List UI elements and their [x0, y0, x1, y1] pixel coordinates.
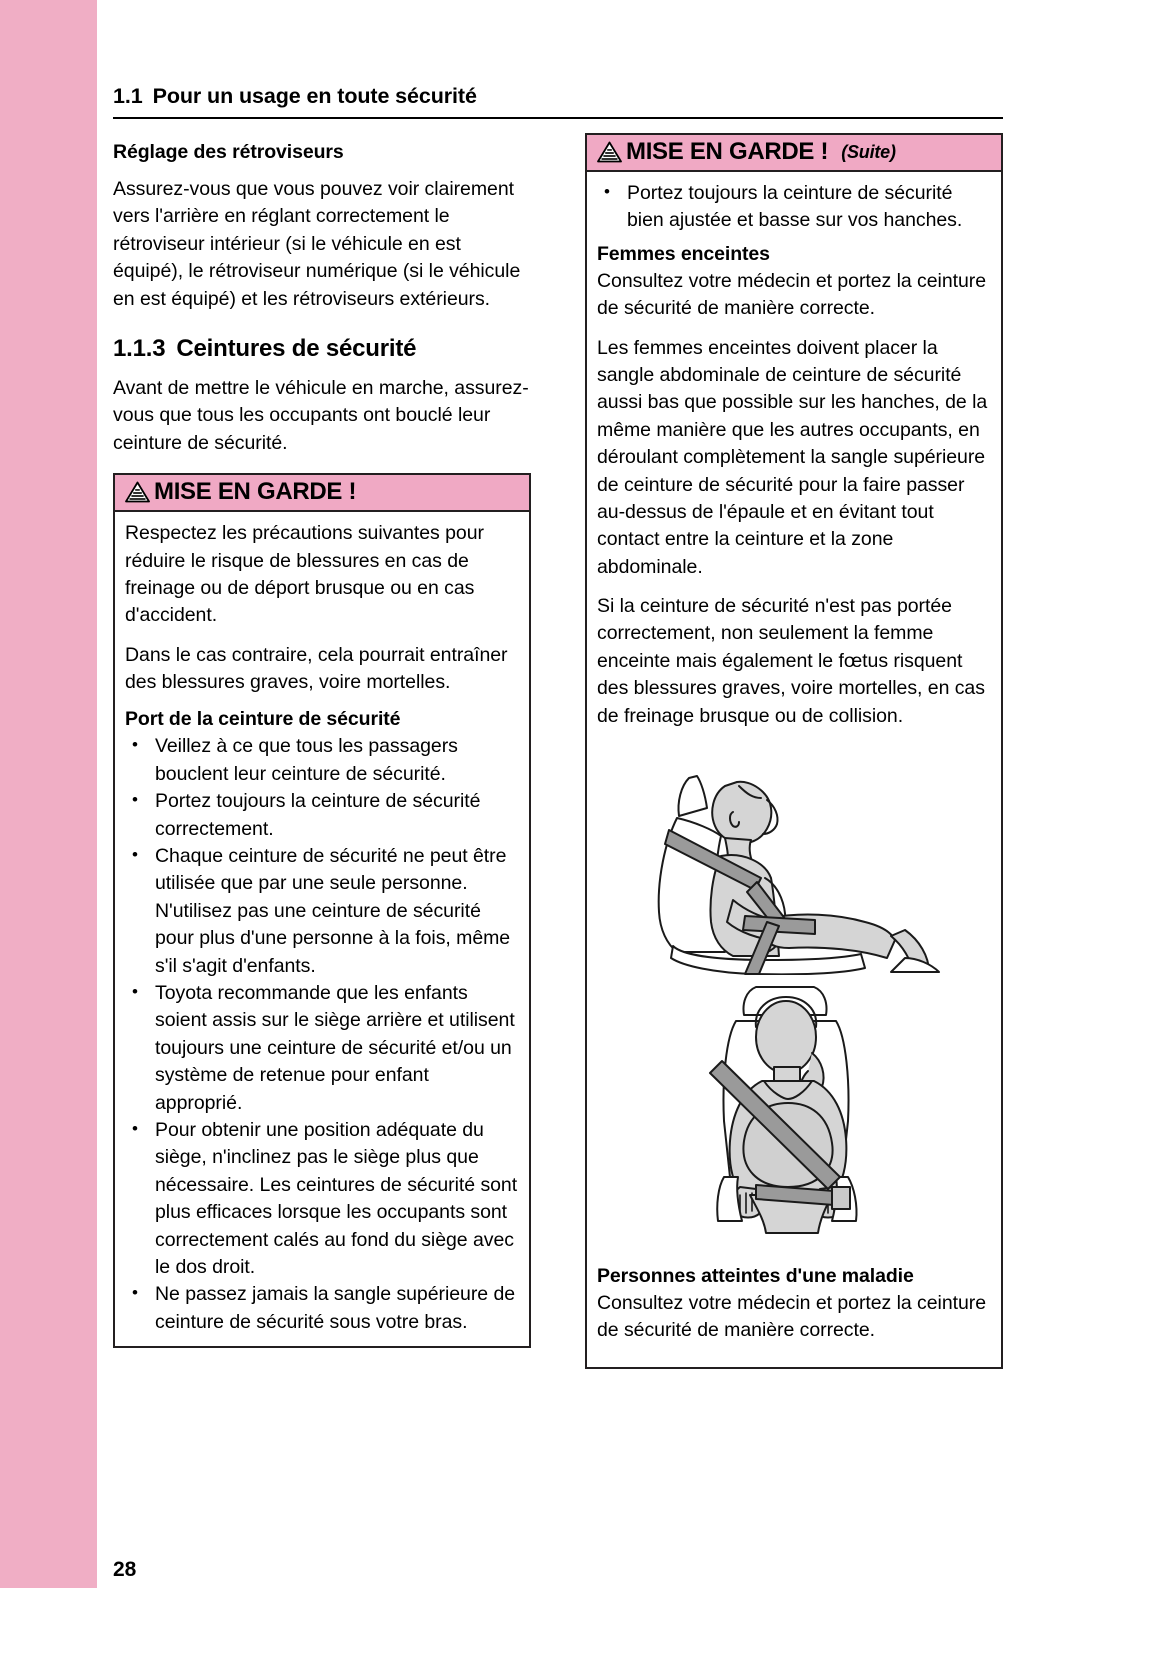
margin-strip-gap [97, 0, 103, 1588]
list-item: • Chaque ceinture de sécurité ne peut être utilisée que par une seule personne. N'utilisez pas une ceinture de sécurité pour plus d'une personne à la fois, même s'il s'agit d'enfants. [125, 843, 519, 980]
running-header-title: Pour un usage en toute sécurité [152, 84, 477, 108]
running-header-number: 1.1 [113, 84, 143, 108]
page-number: 28 [113, 1558, 137, 1581]
warning-box-body [115, 512, 529, 1346]
pregnant-woman-seatbelt-side-view-illustration [629, 760, 959, 975]
warning-paragraph: Dans le cas contraire, cela pourrait entraîner des blessures graves, voire mortelles. [125, 643, 508, 694]
page-content [113, 84, 1003, 1369]
warning-box-header [587, 135, 1001, 172]
warning-box-left [113, 473, 531, 1348]
warning-triangle-icon [125, 481, 150, 503]
pregnant-woman-seatbelt-front-view-illustration [684, 981, 904, 1241]
list-item: • Portez toujours la ceinture de sécurité correctement. [125, 788, 519, 843]
paragraph-mirrors: Assurez-vous que vous pouvez voir clairement vers l'arrière en réglant correctement le rétroviseur intérieur (si le véhicule en est équipé), le rétroviseur numérique (si le véhicule en est équipé) et les rétroviseurs extérieurs. [113, 178, 521, 310]
warning-subheading-illness: Personnes atteintes d'une maladie [597, 1265, 914, 1288]
paragraph-pregnant-2: Les femmes enceintes doivent placer la sangle abdominale de ceinture de sécurité aussi bas que possible sur les hanches, de la même manière que les autres occupants, en déroulant complètement la sangle supérieure de ceinture de sécurité pour la faire passer au-dessus de l'épaule et en évitant tout contact entre la ceinture et la zone abdominale. [597, 336, 988, 578]
left-column [113, 133, 531, 1348]
figure-group [597, 742, 991, 1249]
warning-subheading-wearing: Port de la ceinture de sécurité [125, 708, 401, 731]
section-number: 1.1.3 [113, 334, 166, 362]
warning-box-title: MISE EN GARDE ! [154, 478, 357, 506]
warning-box-right [585, 133, 1003, 1369]
right-column [585, 133, 1003, 1369]
paragraph-pregnant-3: Si la ceinture de sécurité n'est pas portée correctement, non seulement la femme enceinte mais également le fœtus risquent des blessures graves, voire mortelles, en cas de freinage brusque ou de collision. [597, 595, 985, 727]
running-header [113, 84, 1003, 119]
list-item: • Toyota recommande que les enfants soient assis sur le siège arrière et utilisent toujours une ceinture de sécurité et/ou un système de retenue pour enfant approprié. [125, 980, 519, 1117]
warning-subheading-pregnant: Femmes enceintes [597, 242, 770, 265]
list-item: • Ne passez jamais la sangle supérieure de ceinture de sécurité sous votre bras. [125, 1281, 519, 1336]
pink-margin-strip [0, 0, 97, 1588]
section-heading-seatbelts [113, 335, 531, 363]
warning-bullet-list [597, 180, 991, 235]
section-title: Ceintures de sécurité [176, 334, 417, 362]
subheading-mirrors: Réglage des rétroviseurs [113, 141, 344, 163]
warning-triangle-icon [597, 141, 622, 163]
warning-box-body [587, 172, 1001, 1367]
list-item: • Pour obtenir une position adéquate du siège, n'inclinez pas le siège plus que nécessaire. Les ceintures de sécurité sont plus efficaces lorsque les occupants sont correctement calés au fond du siège avec le dos droit. [125, 1117, 519, 1281]
warning-box-title: MISE EN GARDE ! [626, 138, 829, 165]
two-column-layout [113, 133, 1003, 1369]
list-item: • Portez toujours la ceinture de sécurité bien ajustée et basse sur vos hanches. [597, 180, 991, 235]
list-item: • Veillez à ce que tous les passagers bouclent leur ceinture de sécurité. [125, 733, 519, 788]
warning-box-continued-label: (Suite) [841, 141, 896, 162]
paragraph-pregnant-1: Consultez votre médecin et portez la ceinture de sécurité de manière correcte. [597, 269, 987, 320]
warning-paragraph: Respectez les précautions suivantes pour réduire le risque de blessures en cas de freinage ou de déport brusque ou en cas d'accident. [125, 522, 484, 627]
warning-bullet-list [125, 733, 519, 1336]
paragraph-illness: Consultez votre médecin et portez la ceinture de sécurité de manière correcte. [597, 1292, 987, 1342]
warning-box-header [115, 475, 529, 512]
paragraph-seatbelts-intro: Avant de mettre le véhicule en marche, assurez-vous que tous les occupants ont bouclé leur ceinture de sécurité. [113, 376, 529, 454]
